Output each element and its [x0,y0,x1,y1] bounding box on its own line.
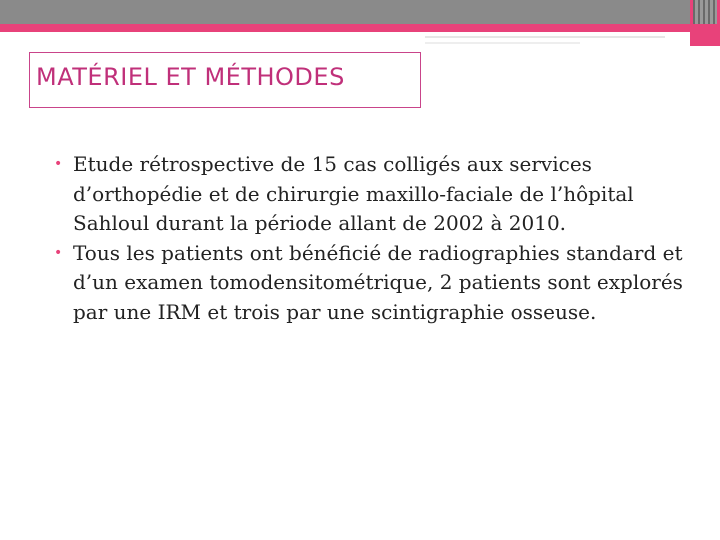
decorative-line-secondary [425,42,580,44]
top-gray-band [0,0,690,24]
bullet-list [54,150,694,327]
top-pink-band [0,24,720,32]
bullet-icon: • [54,156,63,172]
title-box [29,52,421,108]
list-item [54,150,694,239]
list-item [54,239,694,328]
decorative-line [425,36,665,38]
bullet-text: Etude rétrospective de 15 cas colligés aux services d’orthopédie et de chirurgie maxillo-faciale de l’hôpital Sahloul durant la période allant de 2002 à 2010. [73,152,634,235]
bullet-icon: • [54,244,63,261]
bullet-text: Tous les patients ont bénéficié de radiographies standard et d’un examen tomodensitométrique, 2 patients sont explorés par une IRM et trois par une scintigraphie osseuse. [73,240,683,324]
right-stripe-decoration [693,0,717,24]
slide-title: MATÉRIEL ET MÉTHODES [36,63,345,91]
